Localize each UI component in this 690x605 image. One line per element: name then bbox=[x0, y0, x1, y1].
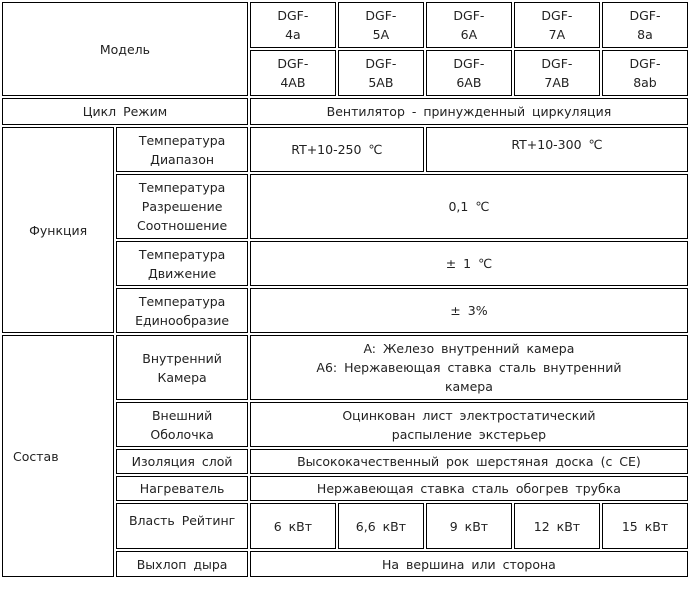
composition-label: Состав bbox=[2, 335, 114, 577]
temp-uniformity-label: Температура Единообразие bbox=[116, 288, 248, 333]
model-cell: DGF- 6A bbox=[426, 2, 512, 48]
model-cell: DGF- 5A bbox=[338, 2, 424, 48]
insulation-value: Высококачественный рок шерстяная доска (с CE) bbox=[250, 449, 688, 474]
temp-fluctuation-label: Температура Движение bbox=[116, 241, 248, 286]
insulation-label: Изоляция слой bbox=[116, 449, 248, 474]
inner-chamber-label: Внутренний Камера bbox=[116, 335, 248, 400]
cycle-value: Вентилятор - принужденный циркуляция bbox=[250, 98, 688, 125]
model-cell: DGF- 8a bbox=[602, 2, 688, 48]
power-value: 15 кВт bbox=[602, 503, 688, 549]
inner-chamber-value: A: Железо внутренний камера А6: Нержавеющая ставка сталь внутренний камера bbox=[250, 335, 688, 400]
model-cell: DGF- 4AB bbox=[250, 50, 336, 96]
cycle-row bbox=[2, 98, 688, 125]
model-cell: DGF- 8ab bbox=[602, 50, 688, 96]
exhaust-value: На вершина или сторона bbox=[250, 551, 688, 577]
model-cell: DGF- 7A bbox=[514, 2, 600, 48]
temp-fluctuation-value: ± 1 ℃ bbox=[250, 241, 688, 286]
model-header: Модель bbox=[2, 2, 248, 96]
temp-range-label: Температура Диапазон bbox=[116, 127, 248, 172]
temp-resolution-value: 0,1 ℃ bbox=[250, 174, 688, 239]
temp-uniformity-value: ± 3% bbox=[250, 288, 688, 333]
inner-chamber-row bbox=[2, 335, 688, 400]
temp-range-value-a: RT+10-250 ℃ bbox=[250, 127, 424, 172]
model-cell: DGF- 5AB bbox=[338, 50, 424, 96]
outer-shell-label: Внешний Оболочка bbox=[116, 402, 248, 447]
power-value: 6,6 кВт bbox=[338, 503, 424, 549]
exhaust-label: Выхлоп дыра bbox=[116, 551, 248, 577]
temp-range-value-b: RT+10-300 ℃ bbox=[426, 127, 688, 172]
power-value: 12 кВт bbox=[514, 503, 600, 549]
cycle-label: Цикл Режим bbox=[2, 98, 248, 125]
power-value: 6 кВт bbox=[250, 503, 336, 549]
power-label: Власть Рейтинг bbox=[116, 503, 248, 549]
model-cell: DGF- 7AB bbox=[514, 50, 600, 96]
heater-label: Нагреватель bbox=[116, 476, 248, 501]
function-label: Функция bbox=[2, 127, 114, 333]
model-cell: DGF- 4a bbox=[250, 2, 336, 48]
power-value: 9 кВт bbox=[426, 503, 512, 549]
temp-resolution-label: Температура Разрешение Соотношение bbox=[116, 174, 248, 239]
temp-range-row bbox=[2, 127, 688, 172]
outer-shell-value: Оцинкован лист электростатический распыление экстерьер bbox=[250, 402, 688, 447]
model-row-1 bbox=[2, 2, 688, 48]
model-cell: DGF- 6AB bbox=[426, 50, 512, 96]
heater-value: Нержавеющая ставка сталь обогрев трубка bbox=[250, 476, 688, 501]
